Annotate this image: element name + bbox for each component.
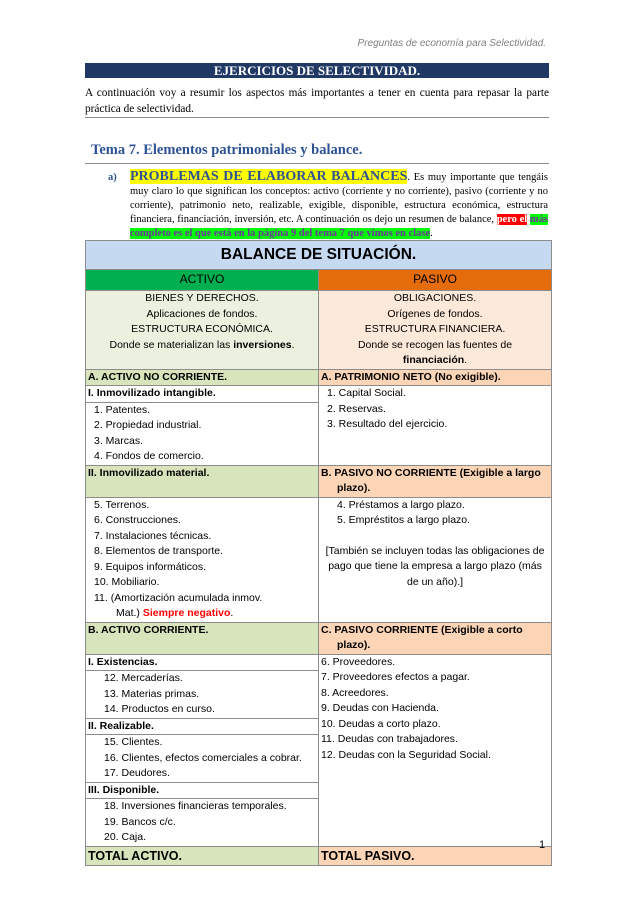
patrimonio-neto-list	[319, 386, 552, 466]
balance-table	[85, 240, 552, 866]
topic-heading: Tema 7. Elementos patrimoniales y balance.	[91, 142, 363, 158]
list-item: 9. Deudas con Hacienda.	[321, 702, 439, 714]
item-highlight-a: pero el	[496, 214, 528, 225]
list-item: 9. Equipos informáticos.	[94, 560, 207, 573]
activo-desc-line: BIENES Y DERECHOS.	[145, 292, 259, 304]
list-item: 20. Caja.	[104, 831, 147, 843]
list-item: 18. Inversiones financieras temporales.	[104, 800, 287, 812]
pasivo-header: PASIVO	[319, 270, 552, 291]
list-item: 11. Deudas con trabajadores.	[321, 733, 458, 745]
intro-paragraph: A continuación voy a resumir los aspectos más importantes a tener en cuenta para repasar la parte práctica de selectividad.	[85, 87, 549, 115]
list-item: 7. Instalaciones técnicas.	[94, 529, 212, 542]
item-title: PROBLEMAS DE ELABORAR BALANCES	[130, 169, 408, 184]
list-item: 10. Deudas a corto plazo.	[321, 717, 441, 730]
list-item: 1. Capital Social.	[327, 387, 406, 399]
exercise-item	[108, 170, 548, 241]
list-item: 8. Elementos de transporte.	[94, 545, 223, 557]
divider	[85, 163, 549, 164]
list-item: 2. Propiedad industrial.	[94, 419, 202, 431]
disponible-heading: III. Disponible.	[86, 782, 319, 799]
list-item: 10. Mobiliario.	[94, 576, 160, 588]
pasivo-desc-line: ESTRUCTURA FINANCIERA.	[364, 323, 506, 335]
activo-desc-line: Donde se materializan las	[109, 338, 234, 351]
list-item: 5. Empréstitos a largo plazo.	[337, 514, 471, 526]
pasivo-no-corriente-list	[319, 497, 552, 622]
activo-description	[86, 291, 319, 370]
inmovilizado-material-list	[86, 497, 319, 622]
divider	[85, 117, 549, 118]
list-item-end: .	[230, 607, 234, 619]
realizable-heading: II. Realizable.	[86, 718, 319, 735]
list-item: 17. Deudores.	[104, 767, 170, 779]
page-number: 1	[539, 839, 546, 851]
activo-no-corriente-heading: A. ACTIVO NO CORRIENTE.	[86, 369, 319, 386]
list-item: 13. Materias primas.	[104, 687, 200, 700]
pasivo-desc-bold: financiación	[402, 354, 465, 366]
activo-desc-bold: inversiones	[233, 338, 292, 351]
activo-desc-line: ESTRUCTURA ECONÓMICA.	[131, 323, 273, 335]
list-item: 7. Proveedores efectos a pagar.	[321, 671, 470, 683]
pasivo-desc-line: Donde se recogen las fuentes de	[357, 338, 513, 351]
patrimonio-neto-heading: A. PATRIMONIO NETO (No exigible).	[319, 369, 552, 386]
heading-line: plazo).	[337, 639, 371, 651]
total-activo: TOTAL ACTIVO.	[86, 846, 319, 865]
realizable-list	[86, 735, 319, 783]
list-item: 12. Deudas con la Seguridad Social.	[321, 748, 491, 761]
list-item: 19. Bancos c/c.	[104, 815, 176, 828]
list-item: 4. Préstamos a largo plazo.	[337, 498, 465, 511]
heading-line: plazo).	[337, 482, 371, 494]
item-marker: a)	[108, 172, 117, 183]
activo-corriente-heading: B. ACTIVO CORRIENTE.	[86, 622, 319, 654]
heading-line: B. PASIVO NO CORRIENTE (Exigible a largo	[321, 466, 541, 479]
section-banner: EJERCICIOS DE SELECTIVIDAD.	[85, 63, 549, 78]
list-item: 2. Reservas.	[327, 402, 386, 415]
list-item: 4. Fondos de comercio.	[94, 450, 204, 462]
pasivo-no-corriente-heading	[319, 465, 552, 497]
activo-header: ACTIVO	[86, 270, 319, 291]
pasivo-desc-end: .	[464, 354, 468, 366]
list-item: 3. Resultado del ejercicio.	[327, 418, 448, 430]
list-item: 6. Construcciones.	[94, 514, 181, 526]
existencias-heading: I. Existencias.	[86, 654, 319, 671]
disponible-list	[86, 799, 319, 847]
item-body: . Es muy importante que tengáis muy claro lo que significan los conceptos: activo (corriente y no corriente), pasivo (corriente y no corriente), patrimonio neto, realizable, exigible, disponible, estructura económica, estructura financiera, financiación, inversión, etc. A continuación os dejo un resumen de balance,	[130, 172, 548, 225]
list-item: 5. Terrenos.	[94, 498, 150, 511]
list-item: 14. Productos en curso.	[104, 703, 215, 715]
list-item: 11. (Amortización acumulada inmov.	[94, 591, 263, 604]
activo-desc-end: .	[291, 338, 295, 351]
pasivo-description	[319, 291, 552, 370]
list-item: 8. Acreedores.	[321, 686, 389, 699]
pasivo-desc-line: OBLIGACIONES.	[393, 292, 477, 304]
inmovilizado-intangible-list	[86, 402, 319, 465]
list-item: 15. Clientes.	[104, 736, 163, 748]
list-item: 6. Proveedores.	[321, 655, 396, 668]
list-item: 1. Patentes.	[94, 403, 151, 416]
heading-line: C. PASIVO CORRIENTE (Exigible a corto	[321, 623, 523, 636]
list-item: 3. Marcas.	[94, 434, 144, 447]
negative-note: Siempre negativo	[142, 607, 231, 619]
pasivo-desc-line: Orígenes de fondos.	[387, 307, 483, 320]
pasivo-no-corriente-note: [También se incluyen todas las obligaciones de pago que tiene la empresa a largo plazo (más de un año).]	[325, 544, 545, 588]
item-highlight-b: más completo es el que está en la página 9 del tema 7 que vimos en clase	[130, 214, 548, 239]
total-pasivo: TOTAL PASIVO.	[319, 846, 552, 865]
item-end: .	[430, 228, 433, 239]
list-item-cont: Mat.)	[116, 607, 143, 619]
running-header: Preguntas de economía para Selectividad.	[357, 38, 546, 49]
pasivo-corriente-list	[319, 654, 552, 846]
inmovilizado-material-heading: II. Inmovilizado material.	[86, 465, 319, 497]
pasivo-corriente-heading	[319, 622, 552, 654]
item-text	[130, 170, 548, 241]
inmovilizado-intangible-heading: I. Inmovilizado intangible.	[86, 386, 319, 403]
existencias-list	[86, 671, 319, 719]
list-item: 16. Clientes, efectos comerciales a cobrar.	[104, 751, 302, 764]
balance-title: BALANCE DE SITUACIÓN.	[86, 241, 552, 270]
activo-desc-line: Aplicaciones de fondos.	[146, 307, 258, 320]
list-item: 12. Mercaderías.	[104, 672, 183, 684]
